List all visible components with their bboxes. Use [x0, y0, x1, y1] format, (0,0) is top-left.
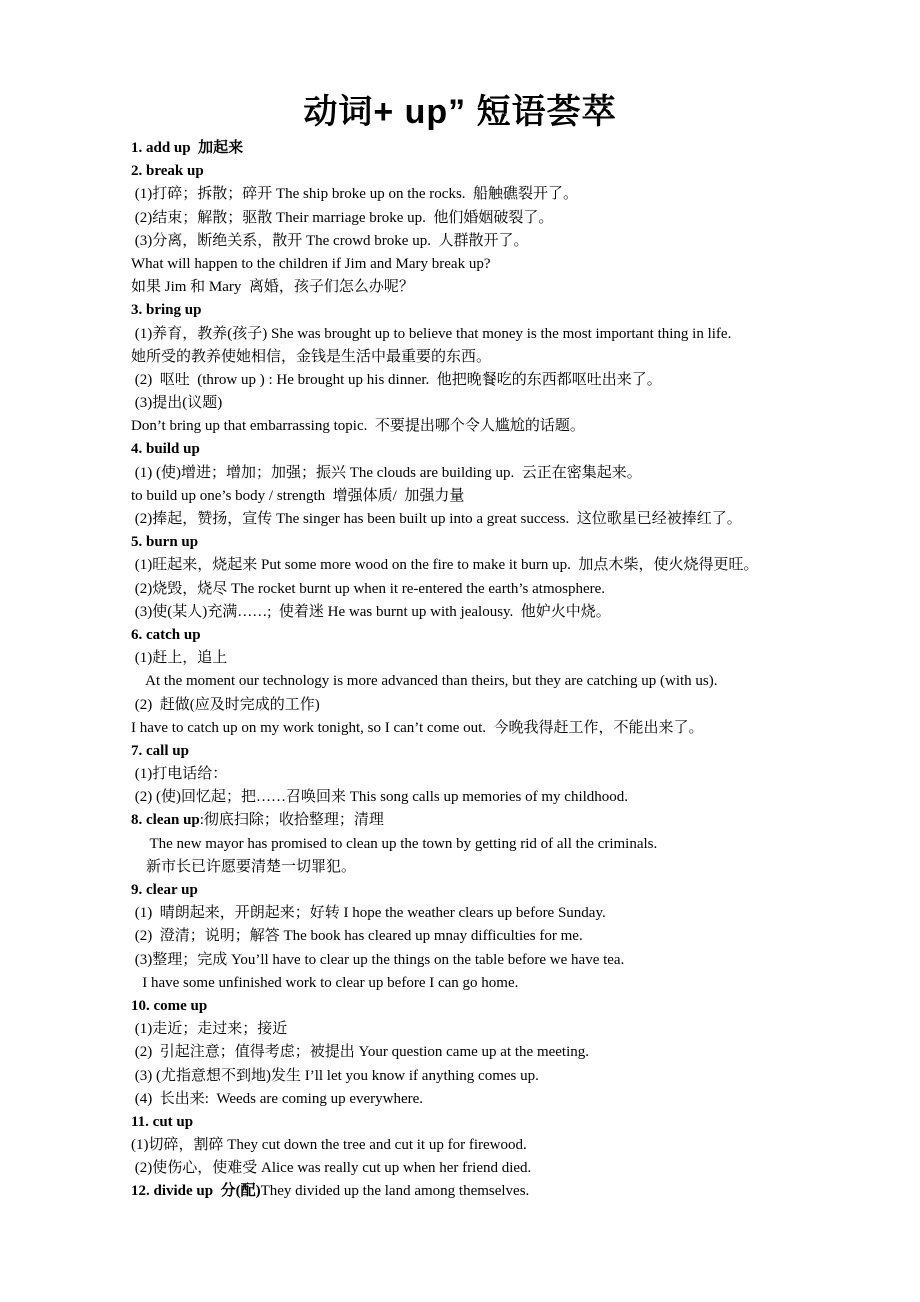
line-text: (1)旺起来，烧起来 Put some more wood on the fire to make it burn up. 加点木柴，使火烧得更旺。	[131, 557, 759, 574]
text-line	[131, 1018, 891, 1041]
phrase-heading-text: 3. bring up	[131, 302, 202, 319]
text-line	[131, 578, 891, 601]
line-text: (3)提出(议题)	[131, 395, 223, 412]
line-text: (2)结束；解散；驱散 Their marriage broke up. 他们婚姻破裂了。	[131, 209, 554, 226]
text-line	[131, 786, 891, 809]
line-text: They divided up the land among themselves.	[260, 1183, 530, 1200]
line-text: (1)赶上，追上	[131, 650, 228, 667]
line-text: (1) (使)增进；增加；加强；振兴 The clouds are building up. 云正在密集起来。	[131, 464, 642, 481]
phrase-heading	[131, 624, 891, 647]
line-text: (1)打碎；拆散；碎开 The ship broke up on the rocks. 船触礁裂开了。	[131, 186, 579, 203]
line-text: (1)切碎，割碎 They cut down the tree and cut it up for firewood.	[131, 1137, 527, 1154]
phrase-heading	[131, 160, 891, 183]
line-text: (2)烧毁，烧尽 The rocket burnt up when it re-entered the earth’s atmosphere.	[131, 580, 606, 597]
phrase-heading-text: 1. add up 加起来	[131, 140, 244, 156]
line-text: (2) 澄清；说明；解答 The book has cleared up mnay difficulties for me.	[131, 928, 583, 945]
phrase-heading	[131, 879, 891, 902]
text-line	[131, 276, 891, 299]
phrase-heading-text: 2. break up	[131, 163, 204, 180]
line-text: I have to catch up on my work tonight, so I can’t come out. 今晚我得赶工作，不能出来了。	[131, 719, 704, 736]
text-line	[131, 1180, 891, 1203]
line-text: (3)分离，断绝关系，散开 The crowd broke up. 人群散开了。	[131, 232, 529, 249]
phrase-heading-text: 4. build up	[131, 441, 200, 458]
phrase-list	[131, 137, 891, 1204]
text-line	[131, 972, 891, 995]
line-text: (1)走近；走过来；接近	[131, 1021, 288, 1038]
line-text: Don’t bring up that embarrassing topic. 不要提出哪个令人尴尬的话题。	[131, 418, 585, 435]
text-line	[131, 925, 891, 948]
text-line	[131, 183, 891, 206]
line-text: to build up one’s body / strength 增强体质/ 加强力量	[131, 487, 465, 504]
text-line	[131, 856, 891, 879]
text-line	[131, 323, 891, 346]
phrase-heading	[131, 137, 891, 160]
line-text: 新市长已许愿要清楚一切罪犯。	[131, 858, 357, 875]
line-text: (1)打电话给：	[131, 766, 228, 783]
line-text: 如果 Jim 和 Mary 离婚，孩子们怎么办呢？	[131, 279, 414, 296]
text-line	[131, 462, 891, 485]
text-line	[131, 392, 891, 415]
line-text: :彻底扫除；收拾整理；清理	[199, 812, 384, 829]
phrase-heading	[131, 995, 891, 1018]
line-text: What will happen to the children if Jim and Mary break up?	[131, 255, 491, 272]
phrase-heading-text: 5. burn up	[131, 534, 199, 551]
line-text: (4) 长出来: Weeds are coming up everywhere.	[131, 1090, 424, 1107]
text-line	[131, 647, 891, 670]
phrase-heading	[131, 740, 891, 763]
text-line	[131, 415, 891, 438]
text-line	[131, 717, 891, 740]
phrase-heading-text: 6. catch up	[131, 626, 201, 643]
phrase-heading-text: 11. cut up	[131, 1113, 194, 1130]
text-line	[131, 694, 891, 717]
text-line	[131, 369, 891, 392]
text-line	[131, 508, 891, 531]
document-title: 动词+ up” 短语荟萃	[303, 93, 617, 131]
phrase-heading-text: 9. clear up	[131, 882, 198, 898]
text-line	[131, 230, 891, 253]
line-text: (2) (使)回忆起；把……召唤回来 This song calls up memories of my childhood.	[131, 789, 629, 806]
line-text: (2) 赶做(应及时完成的工作)	[131, 696, 320, 713]
line-text: (3)整理；完成 You’ll have to clear up the things on the table before we have tea.	[131, 951, 625, 968]
line-text: I have some unfinished work to clear up before I can go home.	[131, 974, 519, 991]
text-line	[131, 763, 891, 786]
line-text: (2) 引起注意；值得考虑；被提出 Your question came up at the meeting.	[131, 1044, 590, 1061]
text-line	[131, 1134, 891, 1157]
text-line	[131, 1157, 891, 1180]
phrase-heading	[131, 531, 891, 554]
text-line	[131, 601, 891, 624]
line-text: 她所受的教养使她相信，金钱是生活中最重要的东西。	[131, 348, 492, 365]
line-text: (3) (尤指意想不到地)发生 I’ll let you know if anything comes up.	[131, 1067, 539, 1084]
text-line	[131, 1088, 891, 1111]
line-text: (3)使(某人)充满……; 使着迷 He was burnt up with jealousy. 他妒火中烧。	[131, 603, 611, 620]
line-text: (1)养育，教养(孩子) She was brought up to believe that money is the most important thing in life.	[131, 325, 732, 342]
line-text: (2)使伤心，使难受 Alice was really cut up when her friend died.	[131, 1160, 532, 1177]
text-line	[131, 670, 891, 693]
phrase-heading	[131, 1111, 891, 1134]
text-line	[131, 809, 891, 832]
text-line	[131, 949, 891, 972]
text-line	[131, 1065, 891, 1088]
text-line	[131, 902, 891, 925]
line-text: At the moment our technology is more advanced than theirs, but they are catching up (with us).	[131, 673, 718, 690]
text-line	[131, 207, 891, 230]
line-text: (2)捧起，赞扬，宣传 The singer has been built up into a great success. 这位歌星已经被捧红了。	[131, 511, 742, 527]
text-line	[131, 833, 891, 856]
phrase-heading	[131, 438, 891, 461]
phrase-heading-text: 8. clean up	[131, 812, 200, 829]
phrase-heading-text: 7. call up	[131, 742, 189, 759]
line-text: The new mayor has promised to clean up the town by getting rid of all the criminals.	[131, 835, 658, 852]
line-text: (2) 呕吐 (throw up ) : He brought up his dinner. 他把晚餐吃的东西都呕吐出来了。	[131, 371, 662, 388]
text-line	[131, 253, 891, 276]
line-text: (1) 晴朗起来，开朗起来；好转 I hope the weather clears up before Sunday.	[131, 905, 606, 922]
text-line	[131, 346, 891, 369]
phrase-heading	[131, 299, 891, 322]
text-line	[131, 1041, 891, 1064]
text-line	[131, 554, 891, 577]
phrase-heading-text: 10. come up	[131, 997, 208, 1014]
text-line	[131, 485, 891, 508]
phrase-heading-text: 12. divide up 分(配)	[131, 1183, 261, 1200]
